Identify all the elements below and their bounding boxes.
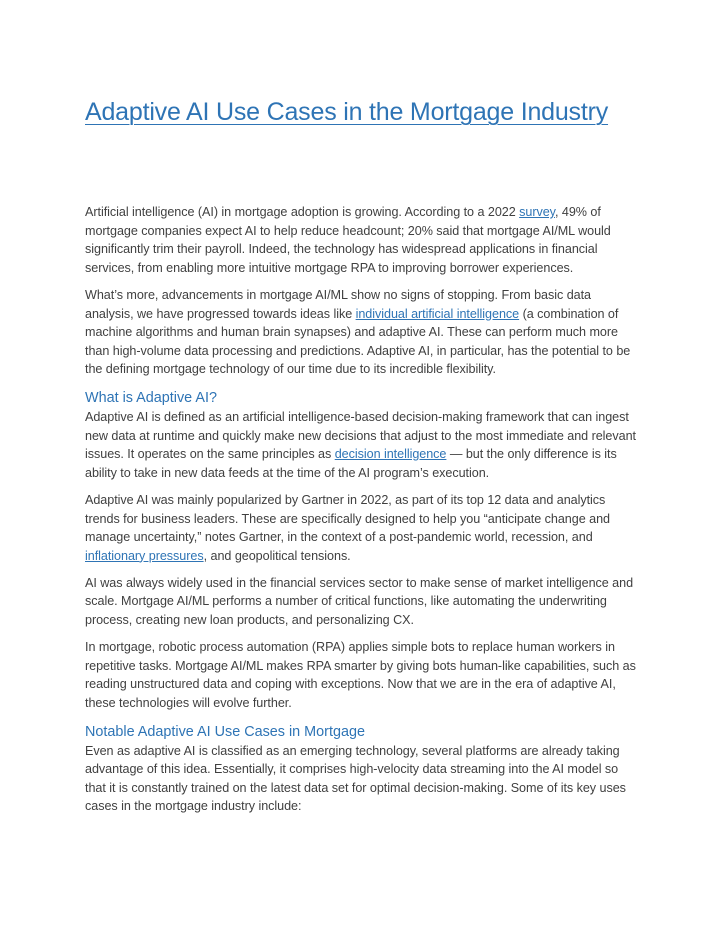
heading-notable-use-cases: Notable Adaptive AI Use Cases in Mortgage xyxy=(85,723,365,740)
text: (a combination of machine algorithms and human brain synapses) and adaptive AI. These can perform much more than high-volume data processing and predictions. Adaptive AI, in particular, has the potential to be the defining mortgage technology of our time due to its incredible flexibility. xyxy=(85,306,631,377)
text: , and geopolitical tensions. xyxy=(203,548,351,563)
paragraph-financial-services: AI was always widely used in the financial services sector to make sense of market intelligence and scale. Mortgage AI/ML performs a number of critical functions, like automating the underwriting process, creating new loan products, and personalizing CX. xyxy=(85,575,634,628)
heading-what-is-adaptive-ai: What is Adaptive AI? xyxy=(85,389,217,406)
inflationary-pressures-link[interactable]: inflationary pressures xyxy=(85,548,204,563)
text: Artificial intelligence (AI) in mortgage adoption is growing. According to a 2022 xyxy=(85,205,520,219)
survey-link[interactable]: survey xyxy=(519,205,555,219)
individual-ai-link[interactable]: individual artificial intelligence xyxy=(355,306,520,321)
article-body xyxy=(85,203,637,825)
paragraph-rpa: In mortgage, robotic process automation (RPA) applies simple bots to replace human workers in repetitive tasks. Mortgage AI/ML makes RPA smarter by giving bots human-like capabilities, such as reading unstructured data and coping with exceptions. Now that we are in the era of adaptive AI, these technologies will evolve further. xyxy=(85,640,636,711)
text: What’s more, advancements in mortgage AI/ML show no signs of stopping. From basic data analysis, we have progressed towards ideas like xyxy=(85,287,591,321)
decision-intelligence-link[interactable]: decision intelligence xyxy=(334,447,447,462)
text: Adaptive AI was mainly popularized by Gartner in 2022, as part of its top 12 data and analytics trends for business leaders. These are specifically designed to help you “anticipate change and manage uncertainty,” notes Gartner, in the context of a post-pandemic world, recession, and xyxy=(85,492,610,545)
text: — but the only difference is its ability to take in new data feeds at the time of the AI program’s execution. xyxy=(85,447,617,480)
page-title[interactable]: Adaptive AI Use Cases in the Mortgage Industry xyxy=(85,98,609,126)
paragraph-definition xyxy=(85,408,637,482)
text: Adaptive AI is defined as an artificial intelligence-based decision-making framework that can ingest new data at runtime and quickly make new decisions that adjust to the most immediate and relevant issues. It operates on the same principles as xyxy=(85,409,636,462)
paragraph-advancements xyxy=(85,286,637,379)
text: , 49% of mortgage companies expect AI to help reduce headcount; 20% said that mortgage AI/ML would significantly trim their payroll. Indeed, the technology has widespread applications in financial services, from enabling more intuitive mortgage RPA to improving borrower experiences. xyxy=(85,205,611,275)
paragraph-intro xyxy=(85,203,637,277)
paragraph-use-cases: Even as adaptive AI is classified as an emerging technology, several platforms are already taking advantage of this idea. Essentially, it comprises high-velocity data streaming into the AI model so that it is constantly trained on the latest data set for optimal decision-making. Some of its key uses cases in the mortgage industry include: xyxy=(85,743,626,814)
paragraph-gartner xyxy=(85,491,637,565)
